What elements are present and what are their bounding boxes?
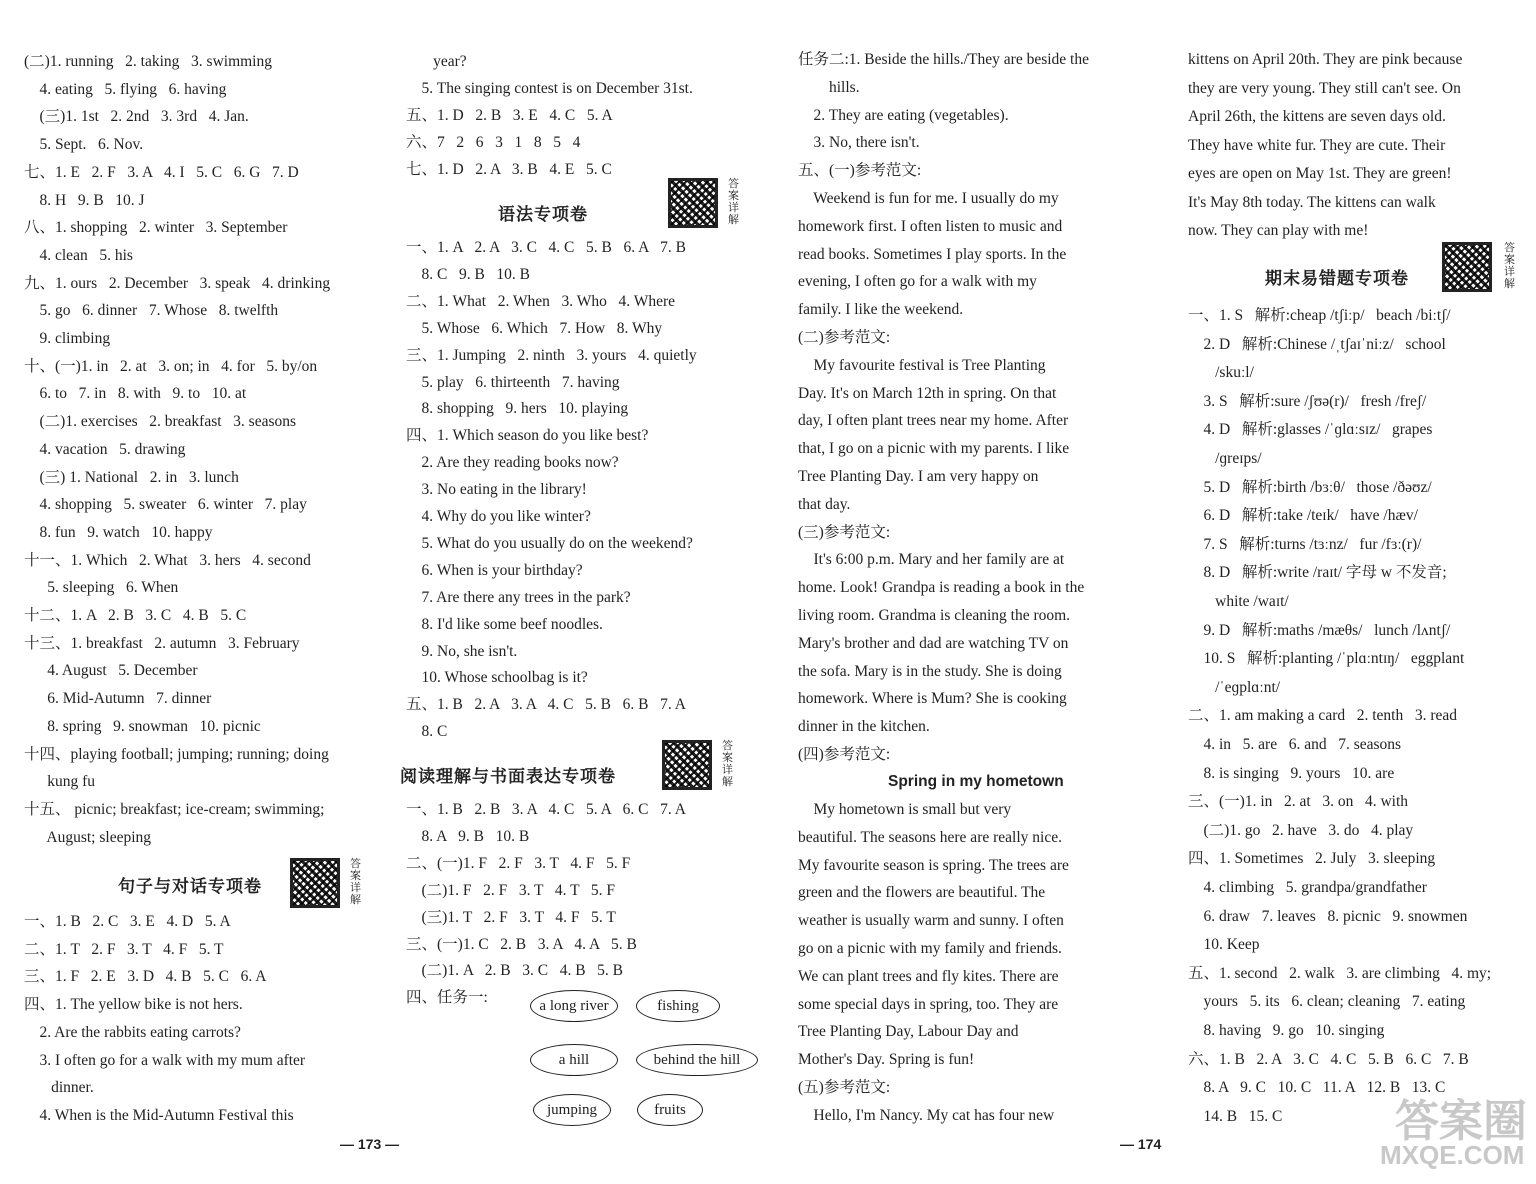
answer-line: 4. August 5. December bbox=[24, 662, 198, 680]
oval-answer: jumping bbox=[533, 1094, 611, 1126]
answer-line: 十三、1. breakfast 2. autumn 3. February bbox=[24, 634, 300, 652]
answer-line: 6. Mid-Autumn 7. dinner bbox=[24, 690, 212, 708]
answer-line: go on a picnic with my family and friends. bbox=[798, 940, 1062, 957]
oval-answer: fruits bbox=[637, 1094, 703, 1126]
answer-line: (二)1. exercises 2. breakfast 3. seasons bbox=[24, 413, 297, 431]
answer-line: 6. draw 7. leaves 8. picnic 9. snowmen bbox=[1188, 907, 1468, 925]
answer-line: 4. Why do you like winter? bbox=[406, 508, 591, 525]
answer-line: It's 6:00 p.m. Mary and her family are at bbox=[798, 551, 1065, 569]
answer-line: 5. sleeping 6. When bbox=[24, 579, 179, 597]
answer-line: 4. clean 5. his bbox=[24, 246, 133, 264]
answer-line: some special days in spring, too. They are bbox=[798, 995, 1059, 1013]
answer-line: 一、1. B 2. B 3. A 4. C 5. A 6. C 7. A bbox=[406, 801, 686, 818]
qr-code-icon[interactable] bbox=[668, 178, 718, 228]
answer-line: 二、1. T 2. F 3. T 4. F 5. T bbox=[24, 940, 224, 958]
answer-line: 4. eating 5. flying 6. having bbox=[24, 80, 227, 98]
answer-line: 8. I'd like some beef noodles. bbox=[406, 615, 603, 633]
answer-line: /skuːl/ bbox=[1188, 364, 1254, 382]
answer-line: 8. D 解析:write /raɪt/ 字母 w 不发音; bbox=[1188, 564, 1447, 582]
answer-line: /ˈeɡplɑːnt/ bbox=[1188, 678, 1281, 696]
answer-line: evening, I often go for a walk with my bbox=[798, 273, 1037, 291]
answer-line: 一、1. A 2. A 3. C 4. C 5. B 6. A 7. B bbox=[406, 239, 686, 256]
answer-line: 3. I often go for a walk with my mum after bbox=[24, 1051, 306, 1069]
answer-line: living room. Grandma is cleaning the room. bbox=[798, 607, 1071, 624]
answer-line: 10. Keep bbox=[1188, 936, 1260, 954]
answer-line: weather is usually warm and sunny. I often bbox=[798, 912, 1064, 930]
qr-code-icon[interactable] bbox=[1442, 242, 1492, 292]
answer-line: 9. D 解析:maths /mæθs/ lunch /lʌntʃ/ bbox=[1188, 621, 1451, 639]
answer-line: My favourite season is spring. The trees are bbox=[798, 856, 1069, 874]
answer-line: 五、1. D 2. B 3. E 4. C 5. A bbox=[406, 107, 613, 124]
answer-line: Tree Planting Day. I am very happy on bbox=[798, 468, 1039, 485]
answer-line: 8. shopping 9. hers 10. playing bbox=[406, 400, 629, 418]
answer-line: kung fu bbox=[24, 773, 96, 791]
answer-line: (五)参考范文: bbox=[798, 1079, 891, 1096]
answer-line: 2. Are they reading books now? bbox=[406, 454, 619, 472]
answer-line: 4. in 5. are 6. and 7. seasons bbox=[1188, 736, 1402, 753]
answer-line: 8. A 9. C 10. C 11. A 12. B 13. C bbox=[1188, 1079, 1446, 1097]
answer-line: 3. S 解析:sure /ʃʊə(r)/ fresh /freʃ/ bbox=[1188, 392, 1427, 410]
answer-line: 8. A 9. B 10. B bbox=[406, 827, 530, 845]
answer-line: 2. They are eating (vegetables). bbox=[798, 106, 1009, 124]
answer-line: 5. play 6. thirteenth 7. having bbox=[406, 373, 620, 391]
answer-line: 5. The singing contest is on December 31st. bbox=[406, 80, 693, 97]
answer-line: 2. Are the rabbits eating carrots? bbox=[24, 1023, 241, 1041]
qr-label: 答案详解 bbox=[722, 739, 733, 788]
answer-line: home. Look! Grandpa is reading a book in the bbox=[798, 579, 1085, 597]
answer-line: 五、1. second 2. walk 3. are climbing 4. my; bbox=[1188, 964, 1492, 982]
answer-line: that day. bbox=[798, 495, 851, 513]
answer-line: 5. What do you usually do on the weekend? bbox=[406, 534, 693, 552]
answer-line: 8. C 9. B 10. B bbox=[406, 265, 531, 283]
answer-line: 二、(一)1. F 2. F 3. T 4. F 5. F bbox=[406, 854, 631, 872]
answer-line: 8. having 9. go 10. singing bbox=[1188, 1022, 1385, 1039]
answer-line: 三、1. Jumping 2. ninth 3. yours 4. quietly bbox=[406, 346, 697, 364]
answer-line: the sofa. Mary is in the study. She is doing bbox=[798, 662, 1062, 680]
answer-line: now. They can play with me! bbox=[1188, 222, 1369, 239]
section-title-final-errors: 期末易错题专项卷 bbox=[1265, 269, 1409, 289]
answer-line: 六、1. B 2. A 3. C 4. C 5. B 6. C 7. B bbox=[1188, 1050, 1469, 1068]
answer-line: 五、1. B 2. A 3. A 4. C 5. B 6. B 7. A bbox=[406, 696, 686, 714]
answer-line: day, I often plant trees near my home. After bbox=[798, 412, 1069, 430]
qr-label: 答案详解 bbox=[350, 857, 361, 906]
answer-line: 10. S 解析:planting /ˈplɑːntɪŋ/ eggplant bbox=[1188, 650, 1465, 668]
answer-line: 5. D 解析:birth /bɜːθ/ those /ðəʊz/ bbox=[1188, 478, 1432, 496]
section-title-grammar: 语法专项卷 bbox=[498, 205, 588, 225]
oval-answer: a long river bbox=[530, 990, 618, 1022]
qr-label: 答案详解 bbox=[1504, 241, 1515, 290]
answer-line: 九、1. ours 2. December 3. speak 4. drinking bbox=[24, 274, 331, 292]
answer-line: (二)1. A 2. B 3. C 4. B 5. B bbox=[406, 962, 624, 980]
answer-line: 8. fun 9. watch 10. happy bbox=[24, 523, 213, 541]
answer-line: 4. D 解析:glasses /ˈɡlɑːsɪz/ grapes bbox=[1188, 421, 1433, 439]
answer-line: 7. S 解析:turns /tɜːnz/ fur /fɜː(r)/ bbox=[1188, 535, 1422, 553]
answer-line: 8. H 9. B 10. J bbox=[24, 191, 145, 209]
page-number-right: — 174 bbox=[1120, 1136, 1162, 1152]
answer-line: 七、1. E 2. F 3. A 4. I 5. C 6. G 7. D bbox=[24, 163, 299, 181]
answer-line: /ɡreɪps/ bbox=[1188, 450, 1262, 467]
answer-line: 四、1. Which season do you like best? bbox=[406, 427, 649, 445]
answer-line: 6. D 解析:take /teɪk/ have /hæv/ bbox=[1188, 507, 1418, 525]
answer-line: Day. It's on March 12th in spring. On that bbox=[798, 384, 1057, 402]
page-number-left: — 173 — bbox=[340, 1136, 400, 1152]
answer-line: beautiful. The seasons here are really nice. bbox=[798, 828, 1062, 846]
answer-line: 六、7 2 6 3 1 8 5 4 bbox=[406, 134, 581, 151]
answer-line: (二)1. go 2. have 3. do 4. play bbox=[1188, 821, 1414, 839]
answer-line: 一、1. B 2. C 3. E 4. D 5. A bbox=[24, 913, 231, 930]
answer-line: homework. Where is Mum? She is cooking bbox=[798, 690, 1067, 708]
watermark-url: MXQE.COM bbox=[1380, 1140, 1525, 1170]
answer-line: 5. Whose 6. Which 7. How 8. Why bbox=[406, 319, 663, 337]
answer-line: 四、1. The yellow bike is not hers. bbox=[24, 996, 243, 1014]
answer-line: year? bbox=[406, 53, 467, 70]
answer-line: 5. go 6. dinner 7. Whose 8. twelfth bbox=[24, 302, 279, 320]
qr-code-icon[interactable] bbox=[662, 740, 712, 790]
answer-line: 4. shopping 5. sweater 6. winter 7. play bbox=[24, 496, 307, 514]
oval-answer: behind the hill bbox=[636, 1044, 758, 1076]
answer-line: 十、(一)1. in 2. at 3. on; in 4. for 5. by/on bbox=[24, 357, 318, 375]
answer-line: 14. B 15. C bbox=[1188, 1107, 1283, 1125]
answer-line: 3. No, there isn't. bbox=[798, 134, 920, 152]
answer-line: homework first. I often listen to music and bbox=[798, 217, 1063, 235]
answer-line: yours 5. its 6. clean; cleaning 7. eating bbox=[1188, 993, 1466, 1011]
answer-line: eyes are open on May 1st. They are green! bbox=[1188, 165, 1452, 182]
answer-line: 五、(一)参考范文: bbox=[798, 162, 922, 180]
answer-line: 7. Are there any trees in the park? bbox=[406, 588, 631, 606]
answer-line: August; sleeping bbox=[24, 828, 152, 846]
answer-line: 二、1. am making a card 2. tenth 3. read bbox=[1188, 707, 1458, 725]
answer-line: 3. No eating in the library! bbox=[406, 481, 587, 499]
answer-line: 十四、playing football; jumping; running; doing bbox=[24, 745, 329, 763]
answer-line: kittens on April 20th. They are pink because bbox=[1188, 51, 1463, 68]
section-title-sentence-dialogue: 句子与对话专项卷 bbox=[118, 877, 262, 897]
answer-line: 十二、1. A 2. B 3. C 4. B 5. C bbox=[24, 607, 247, 624]
answer-line: that, I go on a picnic with my parents. I like bbox=[798, 440, 1070, 458]
qr-code-icon[interactable] bbox=[290, 858, 340, 908]
answer-line: (二)1. F 2. F 3. T 4. T 5. F bbox=[406, 881, 616, 899]
answer-line: 9. climbing bbox=[24, 330, 111, 347]
answer-line: 八、1. shopping 2. winter 3. September bbox=[24, 219, 288, 237]
answer-line: (二)1. running 2. taking 3. swimming bbox=[24, 53, 272, 70]
answer-line: 8. is singing 9. yours 10. are bbox=[1188, 764, 1395, 782]
answer-line: dinner in the kitchen. bbox=[798, 718, 930, 736]
answer-line: My hometown is small but very bbox=[798, 801, 1012, 818]
answer-line: read books. Sometimes I play sports. In the bbox=[798, 245, 1067, 263]
oval-answer: a hill bbox=[530, 1044, 618, 1076]
answer-line: Mary's brother and dad are watching TV on bbox=[798, 634, 1069, 652]
answer-line: hills. bbox=[798, 78, 860, 96]
essay-heading: Spring in my hometown bbox=[888, 773, 1064, 790]
oval-answer: fishing bbox=[636, 990, 720, 1022]
answer-line: 8. C bbox=[406, 723, 448, 741]
answer-line: 三、1. F 2. E 3. D 4. B 5. C 6. A bbox=[24, 968, 267, 986]
answer-line: Hello, I'm Nancy. My cat has four new bbox=[798, 1106, 1055, 1124]
answer-line: 5. Sept. 6. Nov. bbox=[24, 136, 144, 154]
answer-line: 10. Whose schoolbag is it? bbox=[406, 669, 588, 687]
answer-line: 4. When is the Mid-Autumn Festival this bbox=[24, 1106, 294, 1124]
answer-line: 任务二:1. Beside the hills./They are beside the bbox=[798, 51, 1089, 68]
answer-line: 4. vacation 5. drawing bbox=[24, 440, 186, 458]
answer-line: 七、1. D 2. A 3. B 4. E 5. C bbox=[406, 161, 612, 178]
answer-line: (三)1. T 2. F 3. T 4. F 5. T bbox=[406, 908, 616, 926]
answer-line: white /waɪt/ bbox=[1188, 593, 1289, 610]
answer-line: 2. D 解析:Chinese /ˌtʃaɪˈniːz/ school bbox=[1188, 335, 1446, 353]
answer-line: Weekend is fun for me. I usually do my bbox=[798, 190, 1059, 207]
answer-line: Mother's Day. Spring is fun! bbox=[798, 1051, 975, 1069]
answer-line: 4. climbing 5. grandpa/grandfather bbox=[1188, 879, 1427, 896]
answer-line: 二、1. What 2. When 3. Who 4. Where bbox=[406, 292, 676, 310]
answer-line: they are very young. They still can't see. On bbox=[1188, 79, 1461, 97]
section-title-reading-writing: 阅读理解与书面表达专项卷 bbox=[400, 767, 616, 787]
answer-line: 8. spring 9. snowman 10. picnic bbox=[24, 717, 261, 735]
answer-line: 三、(一)1. in 2. at 3. on 4. with bbox=[1188, 793, 1408, 811]
answer-line: (三)1. 1st 2. 2nd 3. 3rd 4. Jan. bbox=[24, 108, 249, 126]
answer-line: dinner. bbox=[24, 1079, 94, 1097]
answer-line: They have white fur. They are cute. Their bbox=[1188, 136, 1446, 154]
answer-line: Tree Planting Day, Labour Day and bbox=[798, 1023, 1019, 1041]
answer-line: 9. No, she isn't. bbox=[406, 642, 518, 660]
answer-line: (三)参考范文: bbox=[798, 523, 891, 541]
answer-line: It's May 8th today. The kittens can walk bbox=[1188, 193, 1436, 211]
answer-line: 四、1. Sometimes 2. July 3. sleeping bbox=[1188, 850, 1436, 868]
answer-line: 四、任务一: bbox=[406, 989, 488, 1007]
qr-label: 答案详解 bbox=[728, 177, 739, 226]
answer-line: (二)参考范文: bbox=[798, 329, 891, 346]
answer-line: 6. to 7. in 8. with 9. to 10. at bbox=[24, 385, 247, 403]
answer-line: 三、(一)1. C 2. B 3. A 4. A 5. B bbox=[406, 935, 637, 953]
answer-line: green and the flowers are beautiful. The bbox=[798, 884, 1046, 902]
answer-line: 一、1. S 解析:cheap /tʃiːp/ beach /biːtʃ/ bbox=[1188, 307, 1451, 324]
answer-line: family. I like the weekend. bbox=[798, 301, 964, 319]
answer-line: 6. When is your birthday? bbox=[406, 561, 583, 579]
answer-line: 十一、1. Which 2. What 3. hers 4. second bbox=[24, 551, 311, 569]
answer-line: We can plant trees and fly kites. There are bbox=[798, 967, 1059, 985]
answer-line: (三) 1. National 2. in 3. lunch bbox=[24, 468, 239, 486]
answer-line: My favourite festival is Tree Planting bbox=[798, 356, 1046, 374]
watermark-logo: 答案圈 bbox=[1395, 1096, 1527, 1147]
answer-line: (四)参考范文: bbox=[798, 746, 891, 763]
answer-line: 十五、 picnic; breakfast; ice-cream; swimming; bbox=[24, 800, 325, 818]
answer-line: April 26th, the kittens are seven days old. bbox=[1188, 108, 1446, 125]
